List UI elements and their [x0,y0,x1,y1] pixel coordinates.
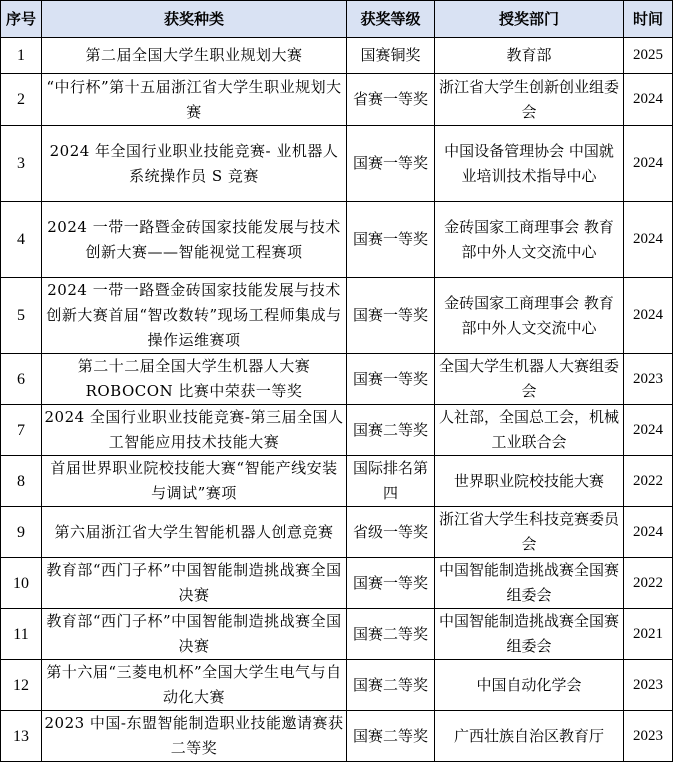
row-issuer: 金砖国家工商理事会 教育部中外人文交流中心 [435,202,624,278]
row-award-name: 2024 年全国行业职业技能竞赛- 业机器人系统操作员 S 竞赛 [42,126,347,202]
row-award-name: 第二届全国大学生职业规划大赛 [42,38,347,74]
row-level: 国赛二等奖 [347,609,435,660]
table-row [1,711,673,762]
row-index: 6 [1,354,42,405]
table-row [1,354,673,405]
row-level: 国赛铜奖 [347,38,435,74]
row-index: 11 [1,609,42,660]
row-year: 2024 [624,74,673,126]
row-issuer: 金砖国家工商理事会 教育部中外人文交流中心 [435,278,624,354]
table-row [1,507,673,558]
row-issuer: 中国设备管理协会 中国就业培训技术指导中心 [435,126,624,202]
row-index: 2 [1,74,42,126]
row-year: 2024 [624,405,673,456]
row-index: 4 [1,202,42,278]
row-issuer: 浙江省大学生科技竞赛委员会 [435,507,624,558]
row-index: 10 [1,558,42,609]
row-award-name: 2024 一带一路暨金砖国家技能发展与技术创新大赛首届“智改数转”现场工程师集成与操作运维赛项 [42,278,347,354]
row-issuer: 人社部，全国总工会，机械工业联合会 [435,405,624,456]
row-index: 7 [1,405,42,456]
row-level: 国赛一等奖 [347,278,435,354]
row-issuer: 世界职业院校技能大赛 [435,456,624,507]
row-issuer: 广西壮族自治区教育厅 [435,711,624,762]
header-row [1,1,673,38]
table-row [1,660,673,711]
header-issuer: 授奖部门 [435,1,624,38]
row-level: 国赛二等奖 [347,405,435,456]
row-level: 国赛二等奖 [347,660,435,711]
row-index: 12 [1,660,42,711]
row-year: 2023 [624,660,673,711]
header-award-name: 获奖种类 [42,1,347,38]
row-level: 国赛一等奖 [347,126,435,202]
row-index: 5 [1,278,42,354]
row-index: 8 [1,456,42,507]
header-year: 时间 [624,1,673,38]
header-index: 序号 [1,1,42,38]
table-row [1,558,673,609]
row-index: 9 [1,507,42,558]
row-year: 2021 [624,609,673,660]
table-row [1,456,673,507]
table-row [1,74,673,126]
row-issuer: 教育部 [435,38,624,74]
row-year: 2022 [624,558,673,609]
table-row [1,405,673,456]
row-level: 国赛一等奖 [347,354,435,405]
row-level: 国赛一等奖 [347,558,435,609]
table-row [1,126,673,202]
header-level: 获奖等级 [347,1,435,38]
row-level: 国赛一等奖 [347,202,435,278]
row-award-name: 2024 一带一路暨金砖国家技能发展与技术创新大赛——智能视觉工程赛项 [42,202,347,278]
table-row [1,278,673,354]
row-issuer: 中国智能制造挑战赛全国赛组委会 [435,609,624,660]
row-level: 国际排名第四 [347,456,435,507]
row-index: 1 [1,38,42,74]
table-row [1,202,673,278]
row-year: 2024 [624,126,673,202]
row-issuer: 全国大学生机器人大赛组委会 [435,354,624,405]
row-award-name: 2024 全国行业职业技能竞赛-第三届全国人工智能应用技术技能大赛 [42,405,347,456]
row-level: 省级一等奖 [347,507,435,558]
row-award-name: 第六届浙江省大学生智能机器人创意竞赛 [42,507,347,558]
row-index: 3 [1,126,42,202]
row-year: 2023 [624,354,673,405]
row-issuer: 中国自动化学会 [435,660,624,711]
row-award-name: 首届世界职业院校技能大赛“智能产线安装与调试”赛项 [42,456,347,507]
row-award-name: “中行杯”第十五届浙江省大学生职业规划大赛 [42,74,347,126]
row-index: 13 [1,711,42,762]
table-row [1,609,673,660]
row-award-name: 教育部“西门子杯”中国智能制造挑战赛全国决赛 [42,609,347,660]
row-year: 2023 [624,711,673,762]
row-year: 2024 [624,507,673,558]
row-level: 省赛一等奖 [347,74,435,126]
row-year: 2024 [624,202,673,278]
table-row [1,38,673,74]
row-award-name: 第十六届“三菱电机杯”全国大学生电气与自动化大赛 [42,660,347,711]
row-issuer: 中国智能制造挑战赛全国赛组委会 [435,558,624,609]
row-award-name: 第二十二届全国大学生机器人大赛 ROBOCON 比赛中荣获一等奖 [42,354,347,405]
row-award-name: 教育部“西门子杯”中国智能制造挑战赛全国决赛 [42,558,347,609]
row-year: 2024 [624,278,673,354]
row-award-name: 2023 中国-东盟智能制造职业技能邀请赛获二等奖 [42,711,347,762]
row-year: 2022 [624,456,673,507]
row-year: 2025 [624,38,673,74]
row-level: 国赛二等奖 [347,711,435,762]
row-issuer: 浙江省大学生创新创业组委会 [435,74,624,126]
